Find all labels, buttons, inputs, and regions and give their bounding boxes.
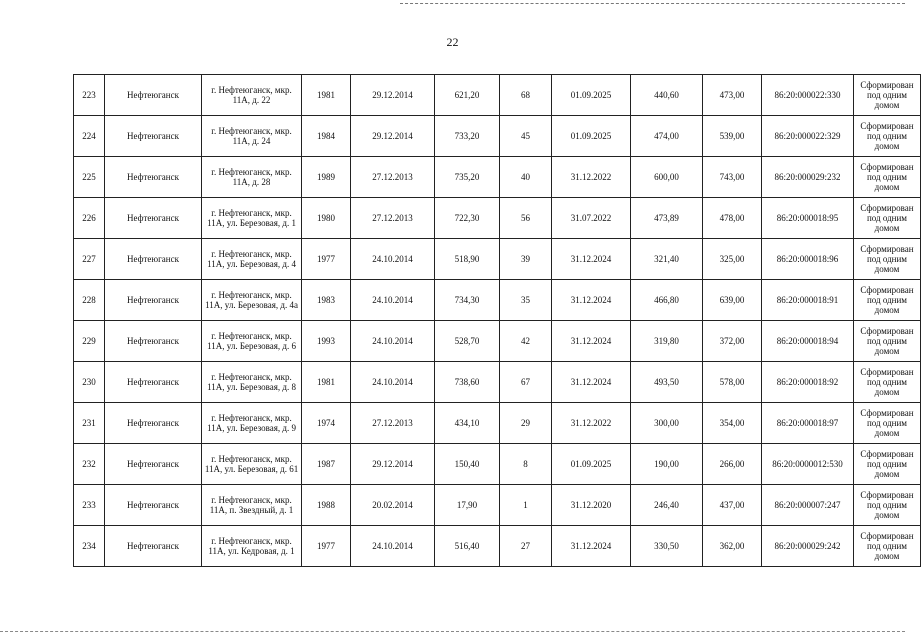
count-cell: 40 <box>500 157 552 198</box>
status-cell: Сформирован под одним домом <box>854 280 921 321</box>
year-built-cell: 1977 <box>302 526 351 567</box>
row-number: 233 <box>74 485 105 526</box>
start-date-cell: 29.12.2014 <box>351 116 435 157</box>
city-cell: Нефтеюганск <box>105 485 202 526</box>
year-built-cell: 1974 <box>302 403 351 444</box>
year-built-cell: 1983 <box>302 280 351 321</box>
cost-cell: 330,50 <box>631 526 703 567</box>
address-cell: г. Нефтеюганск, мкр. 11А, ул. Березовая, д. 6 <box>202 321 302 362</box>
count-cell: 42 <box>500 321 552 362</box>
start-date-cell: 29.12.2014 <box>351 444 435 485</box>
status-cell: Сформирован под одним домом <box>854 116 921 157</box>
cadastral-number-cell: 86:20:000022:330 <box>762 75 854 116</box>
end-date-cell: 31.12.2024 <box>552 239 631 280</box>
end-date-cell: 31.12.2022 <box>552 157 631 198</box>
cadastral-number-cell: 86:20:000018:92 <box>762 362 854 403</box>
end-date-cell: 01.09.2025 <box>552 444 631 485</box>
cost-cell-2: 578,00 <box>703 362 762 403</box>
count-cell: 67 <box>500 362 552 403</box>
table-row <box>74 321 921 362</box>
row-number: 226 <box>74 198 105 239</box>
city-cell: Нефтеюганск <box>105 362 202 403</box>
row-number: 230 <box>74 362 105 403</box>
end-date-cell: 31.07.2022 <box>552 198 631 239</box>
cost-cell-2: 325,00 <box>703 239 762 280</box>
area-cell: 722,30 <box>435 198 500 239</box>
start-date-cell: 24.10.2014 <box>351 280 435 321</box>
table-row <box>74 239 921 280</box>
city-cell: Нефтеюганск <box>105 75 202 116</box>
end-date-cell: 31.12.2024 <box>552 362 631 403</box>
address-cell: г. Нефтеюганск, мкр. 11А, ул. Березовая, д. 61 <box>202 444 302 485</box>
cost-cell: 190,00 <box>631 444 703 485</box>
cadastral-number-cell: 86:20:0000012:530 <box>762 444 854 485</box>
cost-cell: 493,50 <box>631 362 703 403</box>
cost-cell-2: 266,00 <box>703 444 762 485</box>
cadastral-number-cell: 86:20:000022:329 <box>762 116 854 157</box>
end-date-cell: 31.12.2024 <box>552 321 631 362</box>
start-date-cell: 20.02.2014 <box>351 485 435 526</box>
cadastral-number-cell: 86:20:000018:96 <box>762 239 854 280</box>
row-number: 234 <box>74 526 105 567</box>
row-number: 224 <box>74 116 105 157</box>
start-date-cell: 24.10.2014 <box>351 321 435 362</box>
cost-cell: 474,00 <box>631 116 703 157</box>
start-date-cell: 27.12.2013 <box>351 198 435 239</box>
cost-cell-2: 437,00 <box>703 485 762 526</box>
row-number: 231 <box>74 403 105 444</box>
table-row <box>74 280 921 321</box>
start-date-cell: 24.10.2014 <box>351 239 435 280</box>
count-cell: 1 <box>500 485 552 526</box>
area-cell: 528,70 <box>435 321 500 362</box>
table-row <box>74 75 921 116</box>
address-cell: г. Нефтеюганск, мкр. 11А, ул. Березовая, д. 4 <box>202 239 302 280</box>
area-cell: 518,90 <box>435 239 500 280</box>
city-cell: Нефтеюганск <box>105 157 202 198</box>
table-row <box>74 444 921 485</box>
row-number: 232 <box>74 444 105 485</box>
row-number: 229 <box>74 321 105 362</box>
table-row <box>74 116 921 157</box>
address-cell: г. Нефтеюганск, мкр. 11А, д. 22 <box>202 75 302 116</box>
area-cell: 621,20 <box>435 75 500 116</box>
address-cell: г. Нефтеюганск, мкр. 11А, д. 24 <box>202 116 302 157</box>
area-cell: 734,30 <box>435 280 500 321</box>
cost-cell: 440,60 <box>631 75 703 116</box>
address-cell: г. Нефтеюганск, мкр. 11А, д. 28 <box>202 157 302 198</box>
year-built-cell: 1988 <box>302 485 351 526</box>
table-row <box>74 526 921 567</box>
city-cell: Нефтеюганск <box>105 116 202 157</box>
count-cell: 56 <box>500 198 552 239</box>
row-number: 227 <box>74 239 105 280</box>
area-cell: 434,10 <box>435 403 500 444</box>
start-date-cell: 27.12.2013 <box>351 403 435 444</box>
start-date-cell: 24.10.2014 <box>351 526 435 567</box>
year-built-cell: 1987 <box>302 444 351 485</box>
address-cell: г. Нефтеюганск, мкр. 11А, п. Звездный, д. 1 <box>202 485 302 526</box>
cadastral-number-cell: 86:20:000018:94 <box>762 321 854 362</box>
end-date-cell: 01.09.2025 <box>552 116 631 157</box>
city-cell: Нефтеюганск <box>105 403 202 444</box>
table-row <box>74 485 921 526</box>
city-cell: Нефтеюганск <box>105 444 202 485</box>
year-built-cell: 1993 <box>302 321 351 362</box>
start-date-cell: 24.10.2014 <box>351 362 435 403</box>
status-cell: Сформирован под одним домом <box>854 157 921 198</box>
city-cell: Нефтеюганск <box>105 526 202 567</box>
table-row <box>74 362 921 403</box>
year-built-cell: 1977 <box>302 239 351 280</box>
end-date-cell: 31.12.2022 <box>552 403 631 444</box>
year-built-cell: 1980 <box>302 198 351 239</box>
status-cell: Сформирован под одним домом <box>854 526 921 567</box>
area-cell: 738,60 <box>435 362 500 403</box>
city-cell: Нефтеюганск <box>105 239 202 280</box>
status-cell: Сформирован под одним домом <box>854 403 921 444</box>
cost-cell-2: 362,00 <box>703 526 762 567</box>
year-built-cell: 1981 <box>302 75 351 116</box>
table-row <box>74 157 921 198</box>
housing-registry-table <box>73 74 921 567</box>
area-cell: 17,90 <box>435 485 500 526</box>
status-cell: Сформирован под одним домом <box>854 198 921 239</box>
area-cell: 516,40 <box>435 526 500 567</box>
row-number: 228 <box>74 280 105 321</box>
cadastral-number-cell: 86:20:000018:91 <box>762 280 854 321</box>
table-row <box>74 403 921 444</box>
cost-cell-2: 639,00 <box>703 280 762 321</box>
end-date-cell: 31.12.2020 <box>552 485 631 526</box>
address-cell: г. Нефтеюганск, мкр. 11А, ул. Кедровая, д. 1 <box>202 526 302 567</box>
cadastral-number-cell: 86:20:000007:247 <box>762 485 854 526</box>
cost-cell-2: 539,00 <box>703 116 762 157</box>
address-cell: г. Нефтеюганск, мкр. 11А, ул. Березовая, д. 9 <box>202 403 302 444</box>
cadastral-number-cell: 86:20:000029:242 <box>762 526 854 567</box>
cost-cell: 246,40 <box>631 485 703 526</box>
cadastral-number-cell: 86:20:000018:95 <box>762 198 854 239</box>
year-built-cell: 1981 <box>302 362 351 403</box>
cost-cell-2: 743,00 <box>703 157 762 198</box>
scan-bottom-edge <box>0 631 905 633</box>
address-cell: г. Нефтеюганск, мкр. 11А, ул. Березовая, д. 1 <box>202 198 302 239</box>
status-cell: Сформирован под одним домом <box>854 444 921 485</box>
cost-cell-2: 372,00 <box>703 321 762 362</box>
count-cell: 8 <box>500 444 552 485</box>
end-date-cell: 31.12.2024 <box>552 280 631 321</box>
cadastral-number-cell: 86:20:000018:97 <box>762 403 854 444</box>
end-date-cell: 01.09.2025 <box>552 75 631 116</box>
table-row <box>74 198 921 239</box>
start-date-cell: 29.12.2014 <box>351 75 435 116</box>
address-cell: г. Нефтеюганск, мкр. 11А, ул. Березовая, д. 4а <box>202 280 302 321</box>
area-cell: 733,20 <box>435 116 500 157</box>
cost-cell: 473,89 <box>631 198 703 239</box>
cost-cell: 466,80 <box>631 280 703 321</box>
address-cell: г. Нефтеюганск, мкр. 11А, ул. Березовая, д. 8 <box>202 362 302 403</box>
cost-cell: 600,00 <box>631 157 703 198</box>
cost-cell: 319,80 <box>631 321 703 362</box>
count-cell: 39 <box>500 239 552 280</box>
year-built-cell: 1989 <box>302 157 351 198</box>
cost-cell-2: 473,00 <box>703 75 762 116</box>
status-cell: Сформирован под одним домом <box>854 239 921 280</box>
cadastral-number-cell: 86:20:000029:232 <box>762 157 854 198</box>
area-cell: 150,40 <box>435 444 500 485</box>
start-date-cell: 27.12.2013 <box>351 157 435 198</box>
end-date-cell: 31.12.2024 <box>552 526 631 567</box>
status-cell: Сформирован под одним домом <box>854 362 921 403</box>
count-cell: 45 <box>500 116 552 157</box>
city-cell: Нефтеюганск <box>105 280 202 321</box>
year-built-cell: 1984 <box>302 116 351 157</box>
cost-cell-2: 354,00 <box>703 403 762 444</box>
cost-cell: 300,00 <box>631 403 703 444</box>
count-cell: 27 <box>500 526 552 567</box>
cost-cell: 321,40 <box>631 239 703 280</box>
page-number: 22 <box>446 35 459 49</box>
scan-top-edge <box>400 3 905 5</box>
city-cell: Нефтеюганск <box>105 321 202 362</box>
cost-cell-2: 478,00 <box>703 198 762 239</box>
row-number: 225 <box>74 157 105 198</box>
row-number: 223 <box>74 75 105 116</box>
status-cell: Сформирован под одним домом <box>854 75 921 116</box>
count-cell: 35 <box>500 280 552 321</box>
count-cell: 29 <box>500 403 552 444</box>
count-cell: 68 <box>500 75 552 116</box>
status-cell: Сформирован под одним домом <box>854 485 921 526</box>
city-cell: Нефтеюганск <box>105 198 202 239</box>
status-cell: Сформирован под одним домом <box>854 321 921 362</box>
area-cell: 735,20 <box>435 157 500 198</box>
